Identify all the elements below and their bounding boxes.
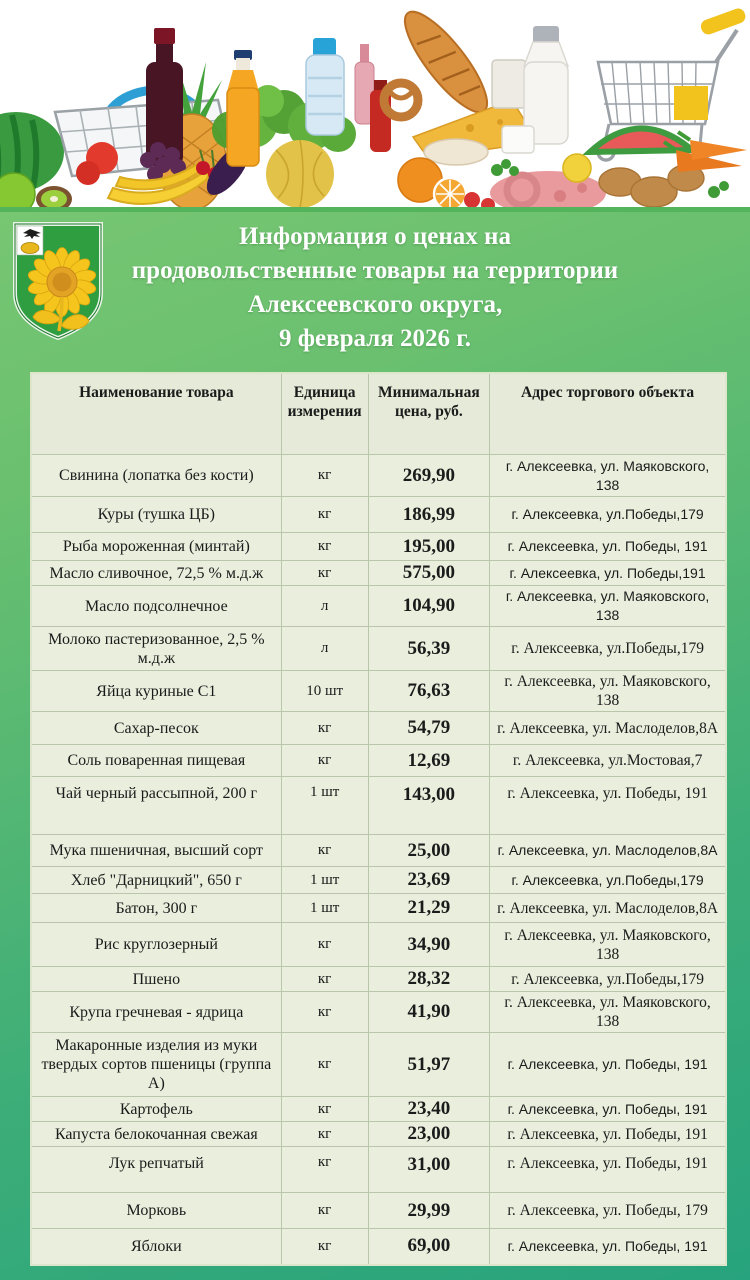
address-cell: г. Алексеевка, ул. Победы, 191 [490,533,726,561]
price-cell: 69,00 [368,1229,490,1265]
column-header-unit: Единица измерения [281,373,368,455]
address-cell: г. Алексеевка, ул. Маяковского, 138 [490,992,726,1033]
price-cell: 23,40 [368,1097,490,1122]
lemon [563,154,591,182]
product-name-cell: Батон, 300 г [31,894,281,923]
unit-cell: кг [281,455,368,497]
product-name-cell: Свинина (лопатка без кости) [31,455,281,497]
title-line-3: Алексеевского округа, [247,291,503,318]
table-row [31,1229,726,1265]
product-name-cell: Яйца куриные С1 [31,671,281,712]
price-cell: 269,90 [368,455,490,497]
alekseevka-coat-of-arms [10,220,106,340]
address-cell: г. Алексеевка, ул.Победы,179 [490,867,726,894]
table-row [31,712,726,745]
price-cell: 104,90 [368,586,490,627]
price-table-body [31,455,726,1265]
table-row [31,627,726,671]
page-header [0,212,750,368]
table-row [31,1033,726,1097]
product-name-cell: Лук репчатый [31,1147,281,1193]
column-header-address: Адрес торгового объекта [490,373,726,455]
price-cell: 143,00 [368,777,490,835]
address-cell: г. Алексеевка, ул. Победы, 191 [490,1147,726,1193]
price-cell: 195,00 [368,533,490,561]
product-name-cell: Чай черный рассыпной, 200 г [31,777,281,835]
table-row [31,894,726,923]
price-cell: 186,99 [368,497,490,533]
address-cell: г. Алексеевка, ул. Победы, 191 [490,1229,726,1265]
product-name-cell: Крупа гречневая - ядрица [31,992,281,1033]
unit-cell: 1 шт [281,894,368,923]
price-cell: 51,97 [368,1033,490,1097]
table-row [31,777,726,835]
product-name-cell: Молоко пастеризованное, 2,5 % м.д.ж [31,627,281,671]
unit-cell: 1 шт [281,777,368,835]
table-row [31,533,726,561]
product-name-cell: Яблоки [31,1229,281,1265]
price-cell: 21,29 [368,894,490,923]
groceries-banner [0,0,750,212]
product-name-cell: Рыба мороженная (минтай) [31,533,281,561]
address-cell: г. Алексеевка, ул.Мостовая,7 [490,745,726,777]
glass [492,60,526,108]
address-cell: г. Алексеевка, ул. Маслоделов,8А [490,894,726,923]
unit-cell: кг [281,533,368,561]
sunflower-icon [27,248,97,332]
unit-cell: кг [281,1193,368,1229]
table-row [31,835,726,867]
unit-cell: л [281,586,368,627]
title-line-4: 9 февраля 2026 г. [278,325,472,352]
unit-cell: кг [281,967,368,992]
address-cell: г. Алексеевка, ул. Маяковского, 138 [490,923,726,967]
table-row [31,1147,726,1193]
address-cell: г. Алексеевка, ул. Победы, 191 [490,1122,726,1147]
price-cell: 54,79 [368,712,490,745]
address-cell: г. Алексеевка, ул. Победы, 179 [490,1193,726,1229]
address-cell: г. Алексеевка, ул.Победы,179 [490,497,726,533]
product-name-cell: Пшено [31,967,281,992]
table-row [31,1097,726,1122]
address-cell: г. Алексеевка, ул. Маслоделов,8А [490,712,726,745]
unit-cell: кг [281,992,368,1033]
price-cell: 34,90 [368,923,490,967]
title-line-1: Информация о ценах на [239,223,511,250]
table-row [31,923,726,967]
unit-cell: кг [281,561,368,586]
table-row [31,745,726,777]
price-cell: 25,00 [368,835,490,867]
table-row [31,992,726,1033]
unit-cell: 10 шт [281,671,368,712]
unit-cell: кг [281,1229,368,1265]
table-row [31,671,726,712]
table-row [31,1122,726,1147]
unit-cell: кг [281,712,368,745]
unit-cell: кг [281,497,368,533]
unit-cell: кг [281,1122,368,1147]
column-header-product: Наименование товара [31,373,281,455]
table-row [31,455,726,497]
product-name-cell: Мука пшеничная, высший сорт [31,835,281,867]
belgorod-canton [17,226,43,255]
unit-cell: кг [281,1097,368,1122]
lion-icon [21,243,39,254]
product-name-cell: Макаронные изделия из муки твердых сортов пшеницы (группа А) [31,1033,281,1097]
product-name-cell: Хлеб "Дарницкий", 650 г [31,867,281,894]
unit-cell: кг [281,923,368,967]
address-cell: г. Алексеевка, ул.Победы,179 [490,627,726,671]
column-header-price: Минимальная цена, руб. [368,373,490,455]
table-row [31,561,726,586]
melon [266,140,334,207]
address-cell: г. Алексеевка, ул. Маслоделов,8А [490,835,726,867]
unit-cell: кг [281,835,368,867]
product-name-cell: Морковь [31,1193,281,1229]
product-name-cell: Капуста белокочанная свежая [31,1122,281,1147]
address-cell: г. Алексеевка, ул. Победы, 191 [490,1033,726,1097]
address-cell: г. Алексеевка, ул. Победы, 191 [490,1097,726,1122]
table-row [31,867,726,894]
address-cell: г. Алексеевка, ул. Маяковского, 138 [490,671,726,712]
address-cell: г. Алексеевка, ул. Победы, 191 [490,777,726,835]
page-title [0,220,750,356]
table-header-row [31,373,726,455]
table-row [31,586,726,627]
price-table [30,372,727,1266]
product-name-cell: Масло подсолнечное [31,586,281,627]
price-cell: 28,32 [368,967,490,992]
price-cell: 23,00 [368,1122,490,1147]
address-cell: г. Алексеевка, ул. Маяковского, 138 [490,586,726,627]
yogurt-cup [502,126,534,153]
unit-cell: кг [281,1033,368,1097]
brie-wheel [424,139,488,165]
table-row [31,967,726,992]
unit-cell: кг [281,745,368,777]
price-cell: 12,69 [368,745,490,777]
price-cell: 76,63 [368,671,490,712]
title-line-2: продовольственные товары на территории [131,257,619,284]
product-name-cell: Рис круглозерный [31,923,281,967]
groceries-banner-illustration [0,0,750,207]
unit-cell: кг [281,1147,368,1193]
table-row [31,1193,726,1229]
address-cell: г. Алексеевка, ул. Маяковского, 138 [490,455,726,497]
product-name-cell: Масло сливочное, 72,5 % м.д.ж [31,561,281,586]
price-cell: 31,00 [368,1147,490,1193]
product-name-cell: Куры (тушка ЦБ) [31,497,281,533]
product-name-cell: Соль поваренная пищевая [31,745,281,777]
price-cell: 41,90 [368,992,490,1033]
unit-cell: л [281,627,368,671]
address-cell: г. Алексеевка, ул. Победы,191 [490,561,726,586]
price-cell: 29,99 [368,1193,490,1229]
table-row [31,497,726,533]
unit-cell: 1 шт [281,867,368,894]
product-name-cell: Картофель [31,1097,281,1122]
product-name-cell: Сахар-песок [31,712,281,745]
price-cell: 23,69 [368,867,490,894]
price-table-section [30,372,727,1266]
address-cell: г. Алексеевка, ул.Победы,179 [490,967,726,992]
price-cell: 575,00 [368,561,490,586]
price-cell: 56,39 [368,627,490,671]
